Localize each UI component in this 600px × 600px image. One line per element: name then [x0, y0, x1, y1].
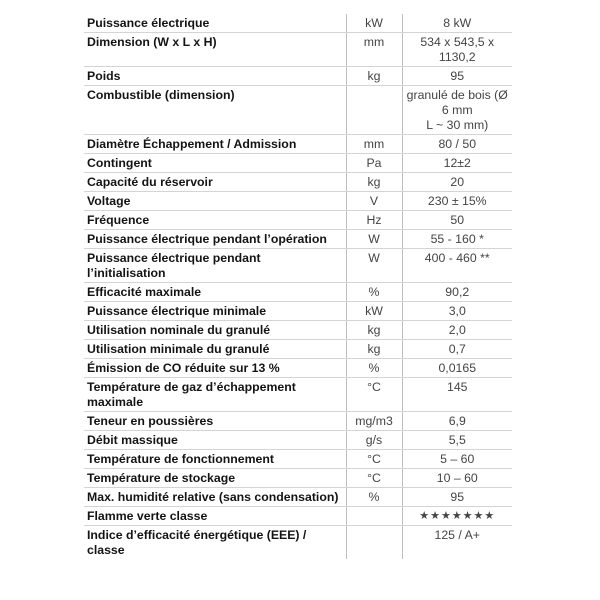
spec-label: Teneur en poussières — [84, 412, 346, 431]
spec-unit: Pa — [346, 154, 402, 173]
spec-value: 20 — [402, 173, 512, 192]
spec-value: 10 – 60 — [402, 469, 512, 488]
spec-unit: kg — [346, 67, 402, 86]
spec-unit: mm — [346, 135, 402, 154]
spec-value: 534 x 543,5 x 1130,2 — [402, 33, 512, 67]
spec-value: 90,2 — [402, 283, 512, 302]
spec-unit: V — [346, 192, 402, 211]
table-row — [84, 230, 512, 249]
spec-label: Capacité du réservoir — [84, 173, 346, 192]
spec-value: 8 kW — [402, 14, 512, 33]
spec-value: 95 — [402, 488, 512, 507]
specifications-table — [84, 14, 512, 559]
spec-value: 5 – 60 — [402, 450, 512, 469]
table-row — [84, 283, 512, 302]
spec-value: 6,9 — [402, 412, 512, 431]
spec-unit: kW — [346, 14, 402, 33]
table-row — [84, 173, 512, 192]
table-row — [84, 302, 512, 321]
spec-unit: W — [346, 249, 402, 283]
spec-value: 12±2 — [402, 154, 512, 173]
spec-value: granulé de bois (Ø 6 mm L ~ 30 mm) — [402, 86, 512, 135]
table-row — [84, 33, 512, 67]
table-row — [84, 192, 512, 211]
specifications-table-body — [84, 14, 512, 559]
spec-unit — [346, 526, 402, 560]
spec-label: Diamètre Échappement / Admission — [84, 135, 346, 154]
spec-value: 230 ± 15% — [402, 192, 512, 211]
table-row — [84, 321, 512, 340]
spec-value: 80 / 50 — [402, 135, 512, 154]
spec-value: 125 / A+ — [402, 526, 512, 560]
table-row — [84, 14, 512, 33]
spec-label: Dimension (W x L x H) — [84, 33, 346, 67]
spec-label: Température de fonctionnement — [84, 450, 346, 469]
table-row — [84, 431, 512, 450]
spec-value: 0,0165 — [402, 359, 512, 378]
spec-value: 2,0 — [402, 321, 512, 340]
table-row — [84, 249, 512, 283]
spec-label: Poids — [84, 67, 346, 86]
spec-label: Combustible (dimension) — [84, 86, 346, 135]
spec-unit: W — [346, 230, 402, 249]
spec-unit: °C — [346, 450, 402, 469]
spec-value: 50 — [402, 211, 512, 230]
spec-label: Indice d’efficacité énergétique (EEE) / classe — [87, 528, 307, 557]
spec-unit: kg — [346, 173, 402, 192]
spec-label: Voltage — [84, 192, 346, 211]
spec-label: Max. humidité relative (sans condensation) — [84, 488, 346, 507]
spec-unit — [346, 507, 402, 526]
table-row — [84, 67, 512, 86]
spec-value: ★★★★★★★ — [402, 507, 512, 526]
spec-value: 55 - 160 * — [402, 230, 512, 249]
table-row — [84, 526, 512, 560]
spec-value: 3,0 — [402, 302, 512, 321]
spec-value: 0,7 — [402, 340, 512, 359]
spec-label: Utilisation nominale du granulé — [84, 321, 346, 340]
spec-value: 5,5 — [402, 431, 512, 450]
spec-unit: °C — [346, 469, 402, 488]
spec-unit: % — [346, 359, 402, 378]
table-row — [84, 507, 512, 526]
spec-label: Contingent — [84, 154, 346, 173]
spec-label: Puissance électrique — [84, 14, 346, 33]
table-row — [84, 378, 512, 412]
table-row — [84, 135, 512, 154]
spec-unit: Hz — [346, 211, 402, 230]
spec-label: Utilisation minimale du granulé — [84, 340, 346, 359]
spec-unit: kg — [346, 321, 402, 340]
spec-value: 145 — [402, 378, 512, 412]
spec-unit: °C — [346, 378, 402, 412]
spec-label: Puissance électrique minimale — [84, 302, 346, 321]
spec-value: 95 — [402, 67, 512, 86]
spec-unit: kW — [346, 302, 402, 321]
spec-unit: kg — [346, 340, 402, 359]
table-row — [84, 154, 512, 173]
spec-label: Puissance électrique pendant l’opération — [84, 230, 346, 249]
spec-value: 400 - 460 ** — [402, 249, 512, 283]
spec-unit: % — [346, 283, 402, 302]
table-row — [84, 211, 512, 230]
spec-label: Débit massique — [84, 431, 346, 450]
table-row — [84, 359, 512, 378]
spec-unit — [346, 86, 402, 135]
spec-unit: g/s — [346, 431, 402, 450]
spec-label: Flamme verte classe — [84, 507, 346, 526]
spec-label: Efficacité maximale — [84, 283, 346, 302]
table-row — [84, 488, 512, 507]
table-row — [84, 469, 512, 488]
spec-unit: mg/m3 — [346, 412, 402, 431]
table-row — [84, 450, 512, 469]
table-row — [84, 412, 512, 431]
table-row — [84, 86, 512, 135]
spec-label: Fréquence — [84, 211, 346, 230]
spec-unit: mm — [346, 33, 402, 67]
spec-label: Puissance électrique pendant l’initialisation — [84, 249, 346, 283]
spec-unit: % — [346, 488, 402, 507]
spec-label: Température de gaz d’échappement maximale — [84, 378, 346, 412]
table-row — [84, 340, 512, 359]
spec-label: Émission de CO réduite sur 13 % — [84, 359, 346, 378]
spec-label: Température de stockage — [84, 469, 346, 488]
